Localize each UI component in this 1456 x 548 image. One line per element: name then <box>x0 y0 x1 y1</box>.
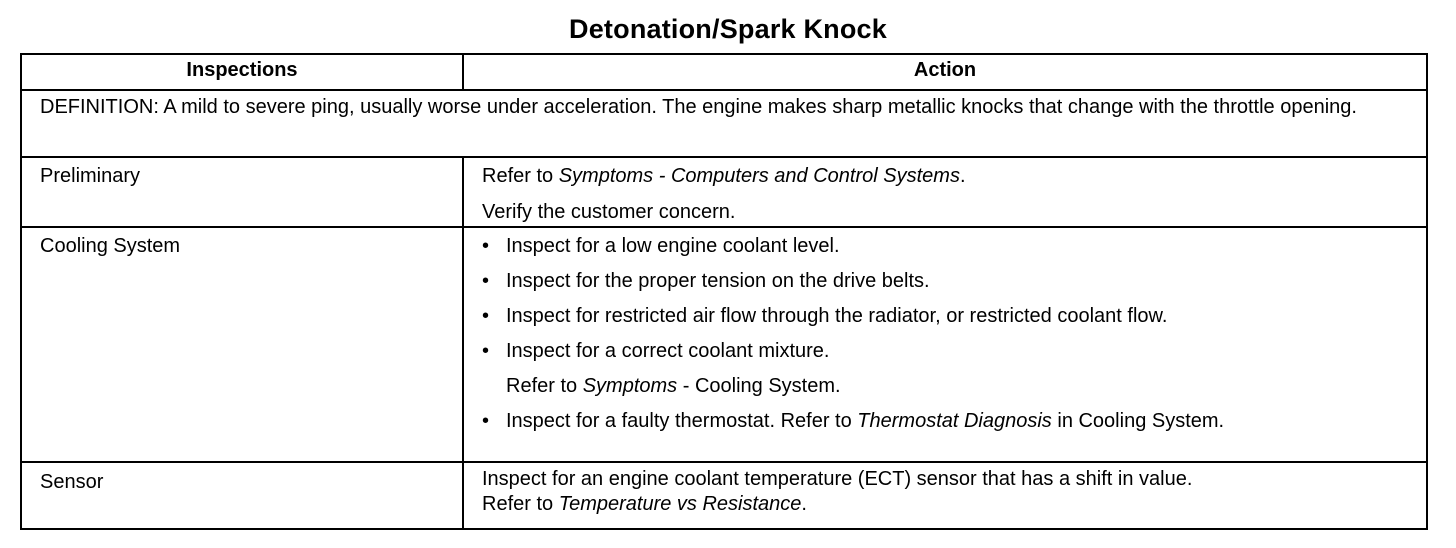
bullet-icon: • <box>482 305 490 327</box>
refer-link-text: Symptoms <box>582 375 678 397</box>
definition-row <box>21 90 1427 157</box>
refer-suffix: in Cooling System. <box>1051 410 1225 432</box>
refer-link-text: Symptoms - Computers and Control Systems <box>558 165 960 187</box>
sensor-line1: Inspect for an engine coolant temperature (ECT) sensor that has a shift in value. <box>482 468 1193 490</box>
list-item <box>464 339 1418 364</box>
list-item <box>464 269 1418 294</box>
refer-link-text: Thermostat Diagnosis <box>857 410 1052 432</box>
diagnostic-table <box>20 53 1428 530</box>
sensor-label: Sensor <box>21 462 463 529</box>
refer-suffix: - Cooling System. <box>677 375 841 397</box>
refer-link-text: Temperature vs Resistance <box>558 493 802 515</box>
inspections-header: Inspections <box>21 54 463 90</box>
preliminary-verify: Verify the customer concern. <box>482 201 736 223</box>
table-row <box>21 227 1427 462</box>
list-item-text: Inspect for a correct coolant mixture. <box>506 340 830 362</box>
preliminary-label: Preliminary <box>21 157 463 227</box>
list-item-text: Inspect for the proper tension on the drive belts. <box>506 270 930 292</box>
refer-prefix: Refer to <box>482 165 559 187</box>
cooling-list-continued <box>464 409 1418 434</box>
cooling-action <box>463 227 1427 462</box>
preliminary-refer <box>482 164 1408 189</box>
refer-prefix: Refer to <box>506 375 583 397</box>
bullet-icon: • <box>482 270 490 292</box>
list-item <box>464 304 1418 329</box>
mixture-refer <box>464 374 1418 399</box>
definition-text: DEFINITION: A mild to severe ping, usually worse under acceleration. The engine makes sharp metallic knocks that change with the throttle opening. <box>21 90 1427 157</box>
list-item-text: Inspect for a low engine coolant level. <box>506 235 840 257</box>
refer-suffix: . <box>801 493 807 515</box>
refer-suffix: . <box>959 165 966 187</box>
refer-prefix: Refer to <box>482 493 559 515</box>
list-item <box>464 409 1418 434</box>
list-item-text: Inspect for a faulty thermostat. Refer to <box>506 410 858 432</box>
cooling-list <box>464 234 1418 364</box>
cooling-label: Cooling System <box>21 227 463 462</box>
table-row <box>21 462 1427 529</box>
table-row <box>21 157 1427 227</box>
preliminary-action <box>463 157 1427 227</box>
list-item-text: Inspect for restricted air flow through the radiator, or restricted coolant flow. <box>506 305 1168 327</box>
bullet-icon: • <box>482 340 490 362</box>
sensor-action <box>463 462 1427 529</box>
page-title: Detonation/Spark Knock <box>569 14 887 44</box>
bullet-icon: • <box>482 410 490 432</box>
list-item <box>464 234 1418 259</box>
header-row <box>21 54 1427 90</box>
sensor-refer <box>482 492 1408 517</box>
bullet-icon: • <box>482 235 490 257</box>
action-header: Action <box>463 54 1427 90</box>
